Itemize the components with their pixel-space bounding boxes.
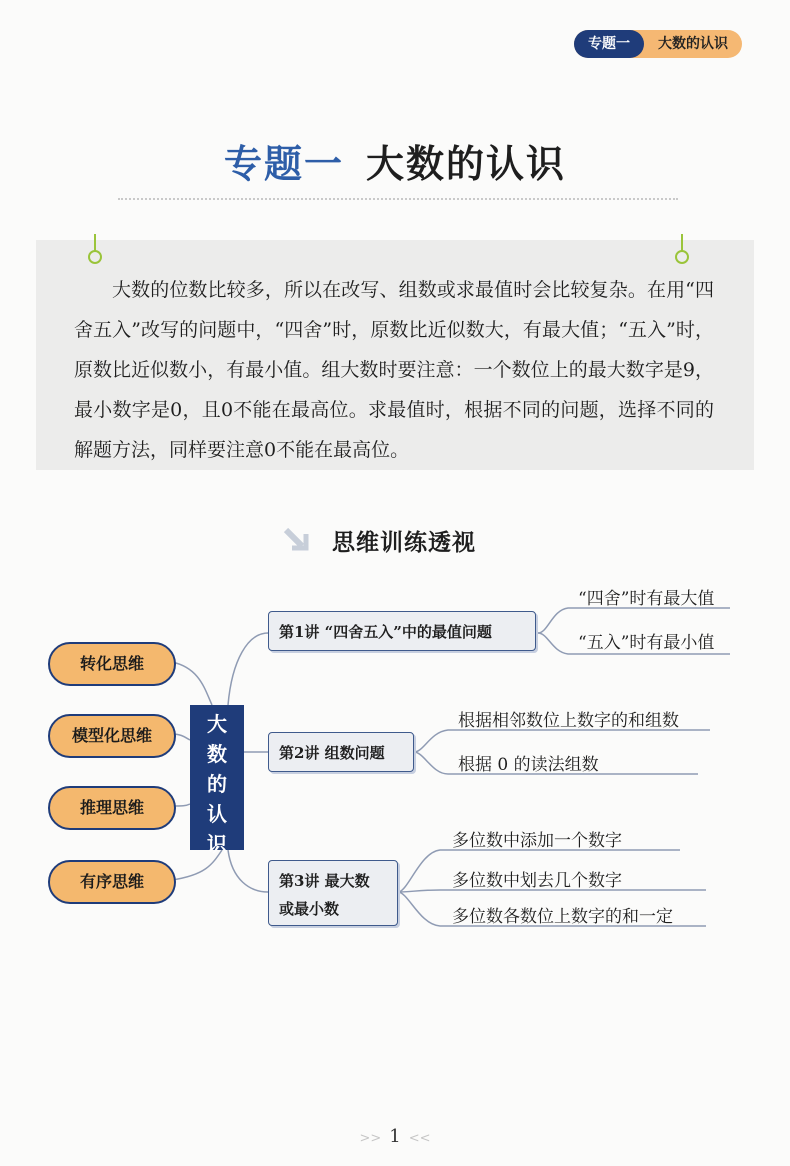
- intro-paragraph: 大数的位数比较多，所以在改写、组数或求最值时会比较复杂。在用“四舍五入”改写的问题中，“四舍”时，原数比近似数大，有最大值；“五入”时，原数比近似数小，有最小值。组大数时要注意：一个数位上的最大数字是9，最小数字是0，且0不能在最高位。求最值时，根据不同的问题，选择不同的解题方法，同样要注意0不能在最高位。: [74, 279, 714, 461]
- chapter-tab-topic: 大数的认识: [658, 36, 728, 52]
- center-char: 认: [207, 802, 227, 826]
- section-title: 思维训练透视: [332, 530, 476, 556]
- leaf-item: 多位数各数位上数字的和一定: [452, 907, 673, 927]
- lecture-3-line2: 或最小数: [279, 900, 340, 918]
- lecture-box-1: 第1讲 “四舍五入”中的最值问题: [268, 611, 536, 651]
- center-char: 的: [207, 772, 227, 796]
- lecture-box-3: [268, 860, 398, 926]
- page-number-right-deco: <<: [408, 1131, 431, 1146]
- leaf-item: 根据 0 的读法组数: [458, 755, 599, 775]
- center-char: 数: [207, 742, 227, 766]
- leaf-item: “四舍”时有最大值: [578, 589, 715, 609]
- mindmap-center: [190, 705, 244, 856]
- chapter-tab-label: 专题一: [574, 30, 644, 58]
- leaf-item: 根据相邻数位上数字的和组数: [458, 711, 679, 731]
- center-char: 大: [207, 712, 227, 736]
- title-topic: 大数的认识: [366, 142, 567, 186]
- leaf-item: 多位数中划去几个数字: [452, 871, 622, 891]
- center-char: 识: [207, 832, 227, 856]
- title-chapter: 专题一: [223, 142, 344, 186]
- thinking-pill: 有序思维: [48, 860, 176, 904]
- page-number: [0, 1126, 790, 1147]
- page-number-value: 1: [389, 1126, 401, 1147]
- lecture-3-line1: 第3讲 最大数: [279, 872, 370, 890]
- thinking-pill: 推理思维: [48, 786, 176, 830]
- thinking-pill: 模型化思维: [48, 714, 176, 758]
- thinking-pill: 转化思维: [48, 642, 176, 686]
- leaf-item: “五入”时有最小值: [578, 633, 715, 653]
- lecture-box-2: 第2讲 组数问题: [268, 732, 414, 772]
- page-number-left-deco: >>: [359, 1131, 382, 1146]
- leaf-item: 多位数中添加一个数字: [452, 831, 622, 851]
